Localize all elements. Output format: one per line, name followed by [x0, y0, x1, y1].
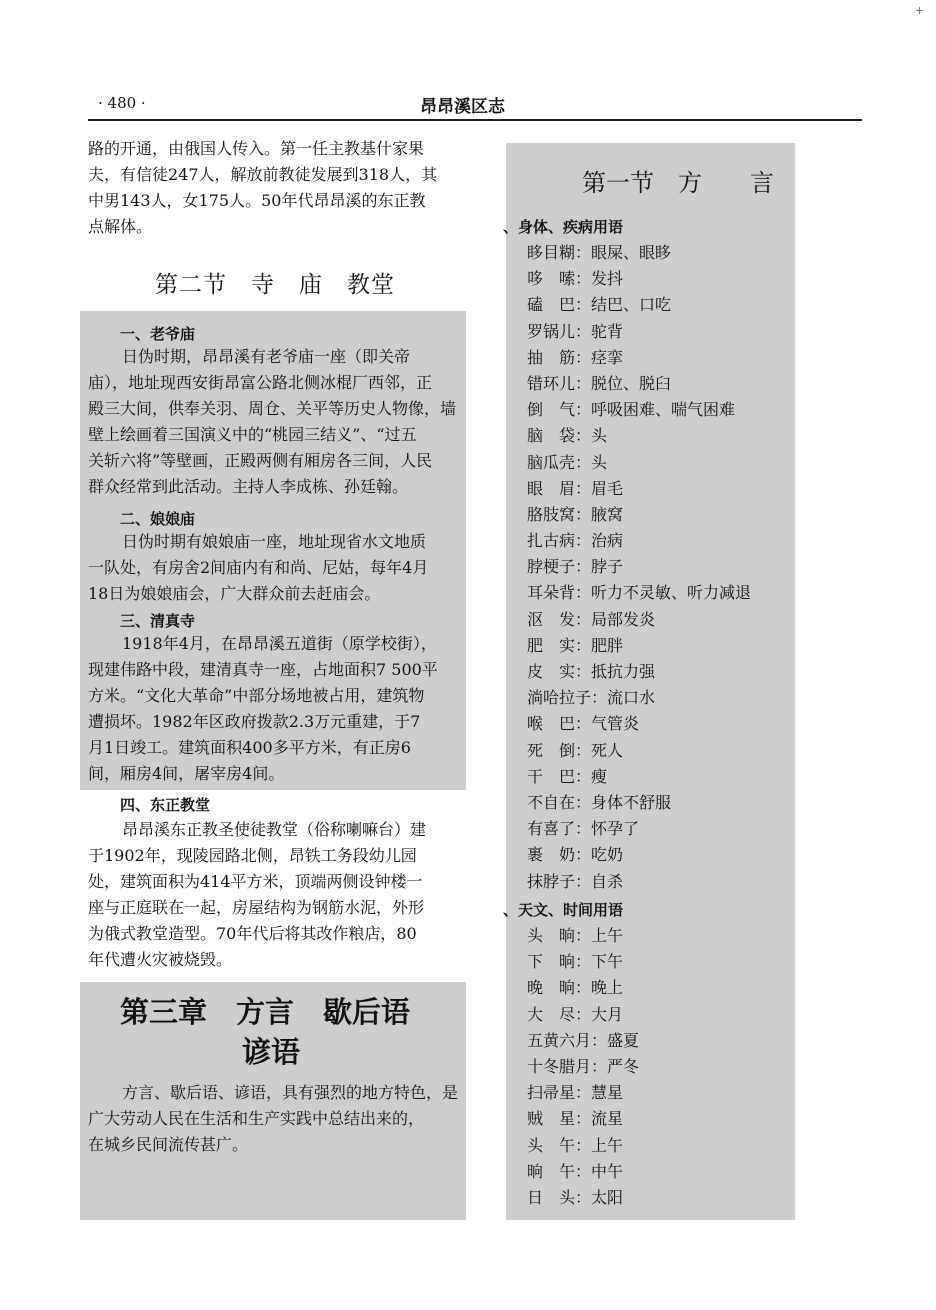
- glossary-term: 倒 气：呼吸困难、喘气困难: [527, 400, 736, 420]
- page-number: · 480 ·: [98, 94, 146, 112]
- glossary-term: 抽 筋：痉挛: [527, 347, 624, 367]
- subsection-heading: 三、清真寺: [120, 612, 196, 630]
- text-line: 方米。“文化大革命”中部分场地被占用，建筑物: [88, 686, 425, 705]
- text-line: 1918年4月，在昂昂溪五道街（原学校街），: [122, 634, 437, 653]
- paragraph-laoye-temple: [88, 344, 462, 500]
- glossary-term: 有喜了：怀孕了: [527, 819, 640, 839]
- running-title: 昂昂溪区志: [420, 97, 505, 117]
- text-line: 在城乡民间流传甚广。: [88, 1135, 249, 1154]
- glossary-term: 贼 星：流星: [527, 1109, 624, 1129]
- glossary-term: 晚 晌：晚上: [527, 978, 624, 998]
- glossary-term: 头 晌：上午: [527, 926, 624, 945]
- text-line: 殿三大间，供奉关羽、周仓、关平等历史人物像，墙: [88, 399, 457, 418]
- corner-mark: +: [915, 4, 925, 17]
- text-line: 昂昂溪东正教圣使徒教堂（俗称喇嘛台）建: [122, 820, 427, 839]
- text-line: 路的开通，由俄国人传入。第一任主教基什家果: [88, 139, 425, 158]
- category-heading: 、天文、时间用语: [503, 901, 624, 919]
- glossary-term: 肥 实：肥胖: [527, 635, 624, 655]
- glossary-term: 扫帚星：慧星: [527, 1083, 624, 1103]
- glossary-term: 死 倒：死人: [527, 740, 624, 760]
- glossary-term: 日 头：太阳: [527, 1187, 624, 1207]
- text-line: 壁上绘画着三国演义中的“桃园三结义”、“过五: [88, 425, 417, 444]
- glossary-term: 喉 巴：气管炎: [527, 714, 640, 734]
- text-line: 中男143人，女175人。50年代昂昂溪的东正教: [88, 191, 426, 210]
- glossary-term: 五黄六月：盛夏: [527, 1030, 640, 1050]
- text-line: 关斩六将”等壁画，正殿两侧有厢房各三间，人民: [88, 451, 433, 470]
- text-line: 遭损坏。1982年区政府拨款2.3万元重建，于7: [88, 712, 421, 731]
- chapter-title: 第三章 方言 歇后语: [120, 995, 411, 1029]
- glossary-term: 大 尽：大月: [527, 1004, 624, 1024]
- paragraph-niangniang-temple: [88, 529, 462, 607]
- glossary-term: 淌哈拉子：流口水: [527, 688, 656, 708]
- text-line: 夫，有信徒247人，解放前教徒发展到318人，其: [88, 165, 438, 184]
- section-title: 第一节 方 言: [582, 169, 774, 197]
- text-line: 年代遭火灾被烧毁。: [88, 950, 233, 969]
- continuation-paragraph: [88, 136, 462, 240]
- glossary-term: 十冬腊月：严冬: [527, 1056, 640, 1076]
- glossary-term: 眼 眉：眉毛: [527, 478, 624, 498]
- text-line: 庙），地址现西安街昂富公路北侧冰棍厂西邻，正: [88, 373, 433, 392]
- text-line: 一队处，有房舍2间庙内有和尚、尼姑，每年4月: [88, 558, 429, 577]
- text-line: 处，建筑面积为414平方米，顶端两侧设钟楼一: [88, 872, 423, 891]
- glossary-term: 抹脖子：自杀: [527, 871, 624, 891]
- paragraph-orthodox-church: [88, 817, 462, 973]
- glossary-term: 扎古病：治病: [527, 531, 624, 551]
- glossary-term: 脑 袋：头: [527, 426, 608, 446]
- text-line: 于1902年，现陵园路北侧，昂铁工务段幼儿园: [88, 846, 417, 865]
- glossary-term: 脖梗子：脖子: [527, 557, 624, 577]
- text-line: 广大劳动人民在生活和生产实践中总结出来的，: [88, 1109, 425, 1128]
- chapter-intro: [88, 1080, 462, 1158]
- text-line: 18日为娘娘庙会，广大群众前去赶庙会。: [88, 584, 381, 603]
- glossary-term: 干 巴：瘦: [527, 766, 608, 786]
- text-line: 现建伟路中段，建清真寺一座，占地面积7 500平: [88, 660, 438, 679]
- category-heading: 、身体、疾病用语: [503, 218, 624, 236]
- text-line: 日伪时期，昂昂溪有老爷庙一座（即关帝: [122, 347, 411, 366]
- paragraph-mosque: [88, 631, 462, 787]
- glossary-term: 耳朵背：听力不灵敏、听力减退: [527, 583, 752, 603]
- term-list: [527, 923, 639, 1211]
- text-line: 为俄式教堂造型。70年代后将其改作粮店，80: [88, 924, 417, 943]
- glossary-term: 皮 实：抵抗力强: [527, 662, 656, 681]
- glossary-term: 错环儿：脱位、脱臼: [527, 373, 672, 393]
- glossary-term: 磕 巴：结巴、口吃: [527, 295, 672, 315]
- text-line: 月1日竣工。建筑面积400多平方米，有正房6: [88, 738, 411, 757]
- glossary-term: 罗锅儿：驼背: [527, 321, 624, 341]
- glossary-term: 不自在：身体不舒服: [527, 792, 672, 812]
- glossary-term: 晌 午：中午: [527, 1161, 624, 1181]
- subsection-heading: 四、东正教堂: [120, 796, 211, 814]
- text-line: 日伪时期有娘娘庙一座，地址现省水文地质: [122, 532, 427, 551]
- glossary-term: 脑瓜壳：头: [527, 452, 608, 472]
- glossary-term: 眵目糊：眼屎、眼眵: [527, 243, 672, 262]
- text-line: 点解体。: [88, 217, 153, 236]
- text-line: 座与正庭联在一起，房屋结构为钢筋水泥，外形: [88, 898, 425, 917]
- text-line: 群众经常到此活动。主持人李成栋、孙廷翰。: [88, 477, 409, 496]
- text-line: 方言、歇后语、谚语，具有强烈的地方特色，是: [122, 1083, 459, 1102]
- header-rule: [88, 119, 862, 121]
- glossary-term: 裹 奶：吃奶: [527, 845, 624, 865]
- chapter-title-continued: 谚语: [242, 1035, 301, 1069]
- subsection-heading: 二、娘娘庙: [120, 510, 196, 528]
- text-line: 间，厢房4间，屠宰房4间。: [88, 764, 285, 783]
- glossary-term: 胳肢窝：腋窝: [527, 504, 624, 524]
- section-title: 第二节 寺 庙 教堂: [155, 272, 395, 298]
- glossary-term: 哆 嗦：发抖: [527, 269, 624, 289]
- glossary-term: 沤 发：局部发炎: [527, 609, 656, 629]
- glossary-term: 头 午：上午: [527, 1135, 624, 1155]
- glossary-term: 下 晌：下午: [527, 952, 624, 972]
- term-list: [527, 240, 751, 895]
- subsection-heading: 一、老爷庙: [120, 325, 196, 343]
